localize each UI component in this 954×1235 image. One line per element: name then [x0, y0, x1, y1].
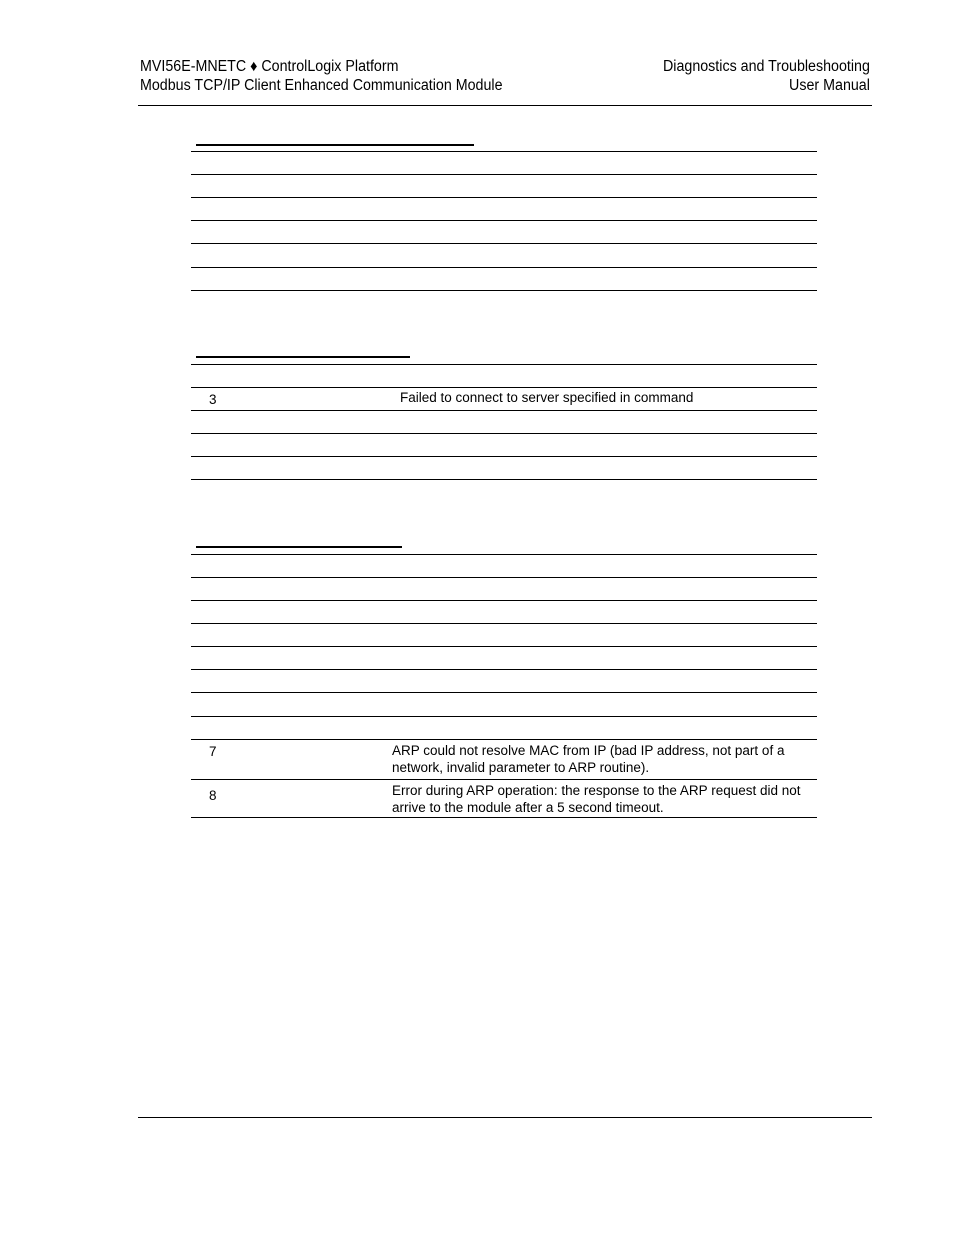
table-row	[191, 243, 817, 267]
error-description: Failed to connect to server specified in command	[400, 390, 694, 405]
table-row	[191, 577, 817, 600]
error-table-2	[191, 353, 817, 482]
table-row	[191, 600, 817, 623]
table-caption-rule	[196, 144, 474, 146]
table-row	[191, 433, 817, 456]
header-module-name: Modbus TCP/IP Client Enhanced Communication Module	[140, 77, 503, 94]
table-row	[191, 364, 817, 387]
table-row	[191, 174, 817, 197]
table-row	[191, 267, 817, 291]
header-section-title: Diagnostics and Troubleshooting	[663, 58, 870, 75]
error-code: 7	[209, 744, 217, 759]
header-right	[663, 57, 870, 95]
error-table-3	[191, 543, 817, 819]
header-document-type: User Manual	[789, 77, 870, 94]
error-code: 3	[209, 392, 217, 407]
table-row	[191, 669, 817, 692]
table-caption-rule	[196, 356, 410, 358]
header-rule	[138, 105, 872, 106]
table-row	[191, 623, 817, 646]
table-caption-rule	[196, 546, 402, 548]
table-row	[191, 151, 817, 174]
error-table-1	[191, 140, 817, 292]
footer-rule	[138, 1117, 872, 1118]
header-left	[140, 57, 503, 95]
table-row	[191, 456, 817, 480]
table-row	[191, 646, 817, 669]
table-row	[191, 716, 817, 739]
error-description: Error during ARP operation: the response to the ARP request did not arrive to the module after a 5 second timeout.	[392, 783, 801, 815]
table-row	[191, 387, 817, 410]
table-row	[191, 739, 817, 779]
table-row	[191, 410, 817, 433]
table-row	[191, 554, 817, 577]
header-product-line: MVI56E-MNETC ♦ ControlLogix Platform	[140, 58, 399, 75]
table-row	[191, 779, 817, 818]
error-code: 8	[209, 788, 217, 803]
table-row	[191, 692, 817, 716]
error-description: ARP could not resolve MAC from IP (bad IP address, not part of a network, invalid parameter to ARP routine).	[392, 743, 785, 775]
table-row	[191, 220, 817, 243]
table-row	[191, 197, 817, 220]
